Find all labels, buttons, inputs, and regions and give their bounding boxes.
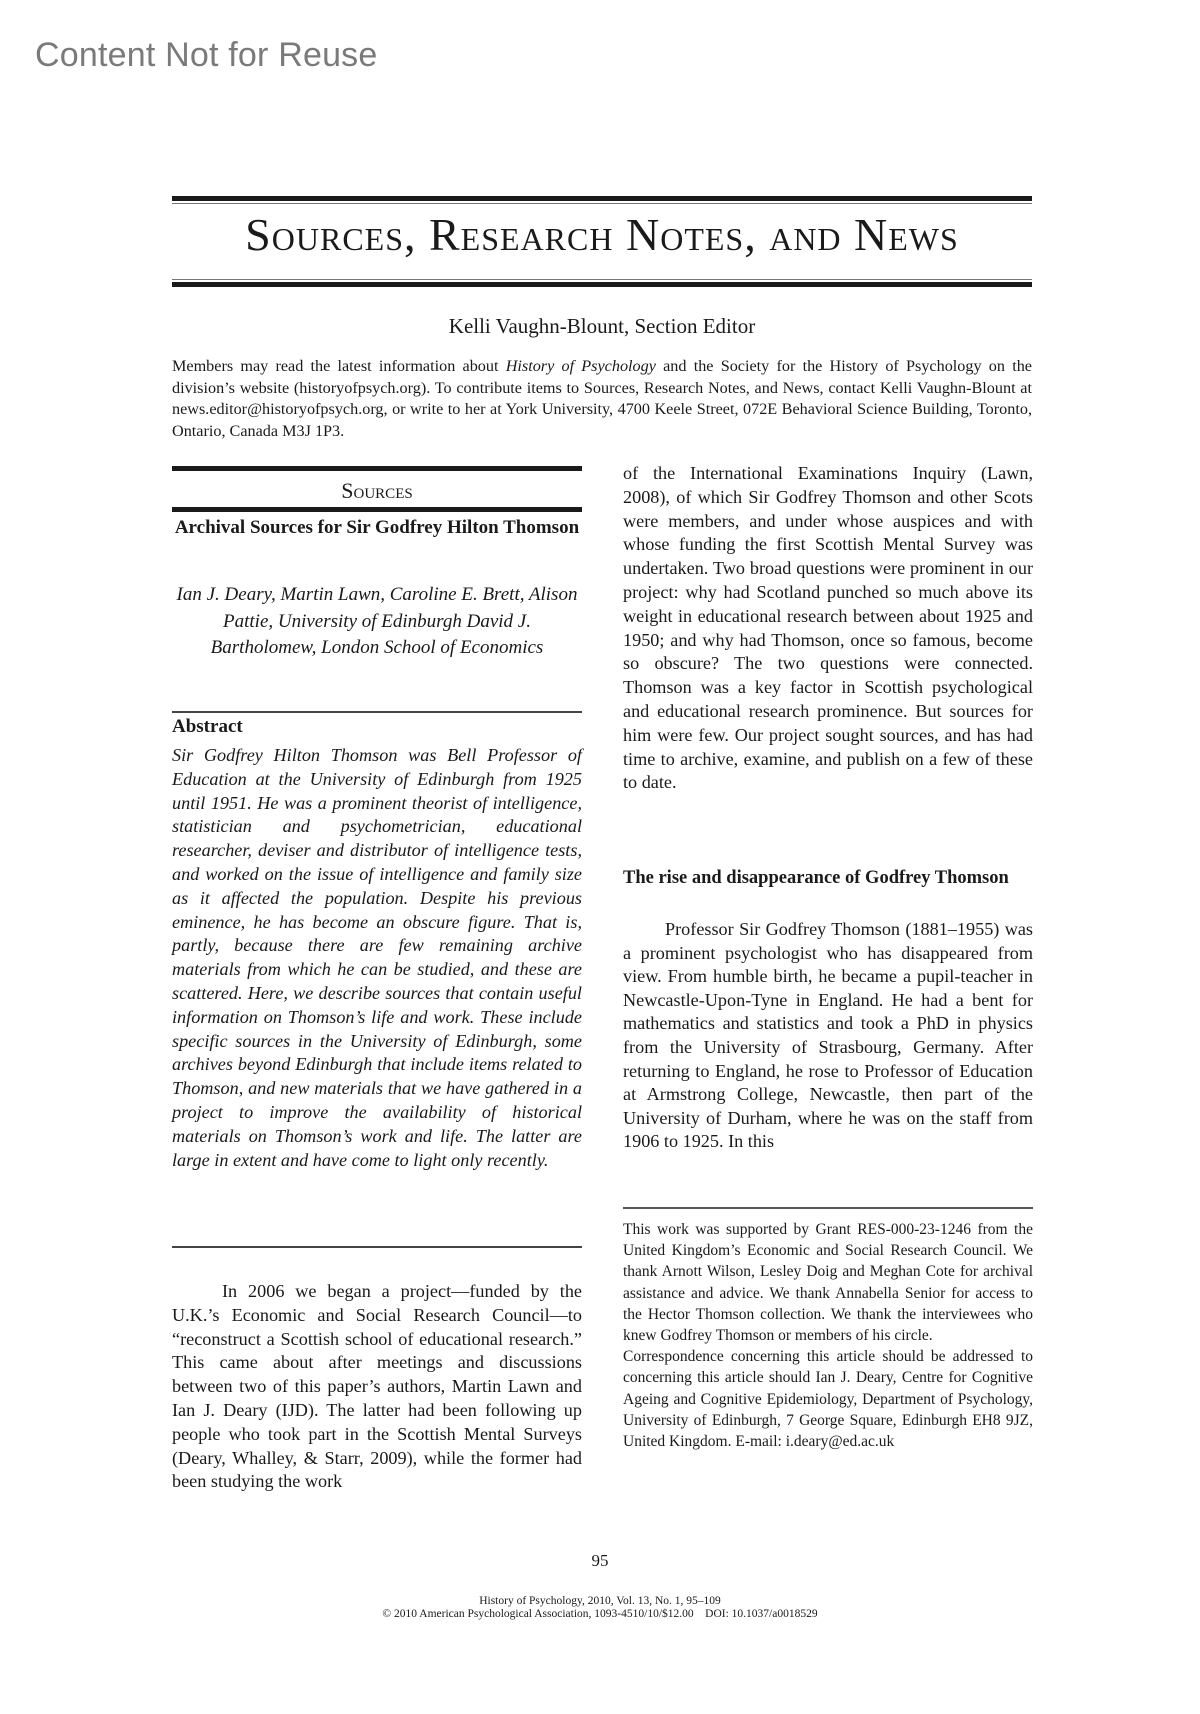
watermark: Content Not for Reuse	[35, 36, 378, 74]
footnote-funding: This work was supported by Grant RES-000-23-1246 from the United Kingdom’s Economic and Social Research Council. We thank Arnott Wilson, Lesley Doig and Meghan Cote for archival assistance and advice. We thank Annabella Senior for access to the Hector Thomson collection. We thank the interviewees who knew Godfrey Thomson or members of his circle.	[623, 1221, 1033, 1345]
members-note-part2: and the Society for the History of Psychology on the division’s website (historyofpsych.org). To contribute items to Sources, Research Notes, and News, contact Kelli Vaughn-Blount at news.editor@historyofpsych.org, or write to her at York University, 4700 Keele Street, 072E Behavioral Science Building, Toronto, Ontario, Canada M3J 1P3.	[172, 357, 1032, 440]
page-number: 95	[591, 1551, 609, 1570]
footnote-correspondence: Correspondence concerning this article should be addressed to concerning this article should Ian J. Deary, Centre for Cognitive Ageing and Cognitive Epidemiology, Department of Psychology, University of Edinburgh, 7 George Square, Edinburgh EH8 9JZ, United Kingdom. E-mail: i.deary@ed.ac.uk	[623, 1348, 1033, 1451]
footnote	[623, 1219, 1033, 1452]
journal-name: History of Psychology	[505, 357, 656, 375]
abstract-text: Sir Godfrey Hilton Thomson was Bell Professor of Education at the University of Edinburgh from 1925 until 1951. He was a prominent theorist of intelligence, statistician and psychometrician, educational researcher, deviser and distributor of intelligence tests, and worked on the issue of intelligence and family size as it affected the population. Despite his previous eminence, he has become an obscure figure. That is, partly, because there are few remaining archive materials from which he can be studied, and these are scattered. Here, we describe sources that contain useful information on Thomson’s life and work. These include specific sources in the University of Edinburgh, some archives beyond Edinburgh that include items related to Thomson, and new materials that we have gathered in a project to improve the availability of historical materials on Thomson’s work and life. The latter are large in extent and have come to light only recently.	[172, 745, 582, 1170]
abstract-top-rule	[172, 711, 582, 713]
members-note-part1: Members may read the latest information about	[172, 357, 506, 375]
banner-top-rule-thin	[172, 203, 1032, 204]
banner-bottom-rule-thin	[172, 279, 1032, 280]
copyright-line: © 2010 American Psychological Association, 1093-4510/10/$12.00 DOI: 10.1037/a0018529	[382, 1608, 818, 1620]
banner-bottom-rule	[172, 282, 1032, 287]
members-note	[172, 356, 1032, 442]
abstract-heading: Abstract	[172, 716, 243, 737]
section-label: Sources	[341, 478, 413, 503]
footnote-rule	[623, 1207, 1033, 1209]
sources-bottom-rule	[172, 507, 582, 512]
banner-top-rule	[172, 196, 1032, 201]
intro-paragraph: In 2006 we began a project—funded by the U.K.’s Economic and Social Research Council—to “reconstruct a Scottish school of educational research.” This came about after meetings and discussions between two of this paper’s authors, Martin Lawn and Ian J. Deary (IJD). The latter had been following up people who took part in the Scottish Mental Surveys (Deary, Whalley, & Starr, 2009), while the former had been studying the work	[172, 1281, 582, 1492]
journal-line: History of Psychology, 2010, Vol. 13, No. 1, 95–109	[479, 1595, 721, 1607]
journal-citation	[0, 1595, 1200, 1621]
body-paragraph-continued: of the International Examinations Inquiry (Lawn, 2008), of which Sir Godfrey Thomson and other Scots were members, and under whose auspices and with whose funding the first Scottish Mental Survey was undertaken. Two broad questions were prominent in our project: why had Scotland punched so much above its weight in educational research between about 1925 and 1950; and why had Thomson, once so famous, become so obscure? The two questions were connected. Thomson was a key factor in Scottish psychological and educational research prominence. But sources for him were few. Our project sought sources, and has had time to archive, examine, and publish on a few of these to date.	[623, 463, 1033, 793]
article-title: Archival Sources for Sir Godfrey Hilton Thomson	[174, 517, 580, 538]
sources-top-rule	[172, 466, 582, 471]
abstract-bottom-rule	[172, 1246, 582, 1248]
section-heading: The rise and disappearance of Godfrey Thomson	[623, 868, 1009, 888]
section-paragraph: Professor Sir Godfrey Thomson (1881–1955) was a prominent psychologist who has disappeared from view. From humble birth, he became a pupil-teacher in Newcastle-Upon-Tyne in England. He had a bent for mathematics and statistics and took a PhD in physics from the University of Strasbourg, Germany. After returning to England, he rose to Professor of Education at Armstrong College, Newcastle, then part of the University of Durham, where he was on the staff from 1906 to 1925. In this	[623, 919, 1033, 1152]
section-banner-title: Sources, Research Notes, and News	[245, 209, 959, 260]
article-authors: Ian J. Deary, Martin Lawn, Caroline E. Brett, Alison Pattie, University of Edinburgh David J. Bartholomew, London School of Economics	[176, 584, 578, 658]
section-editor: Kelli Vaughn-Blount, Section Editor	[448, 314, 756, 338]
